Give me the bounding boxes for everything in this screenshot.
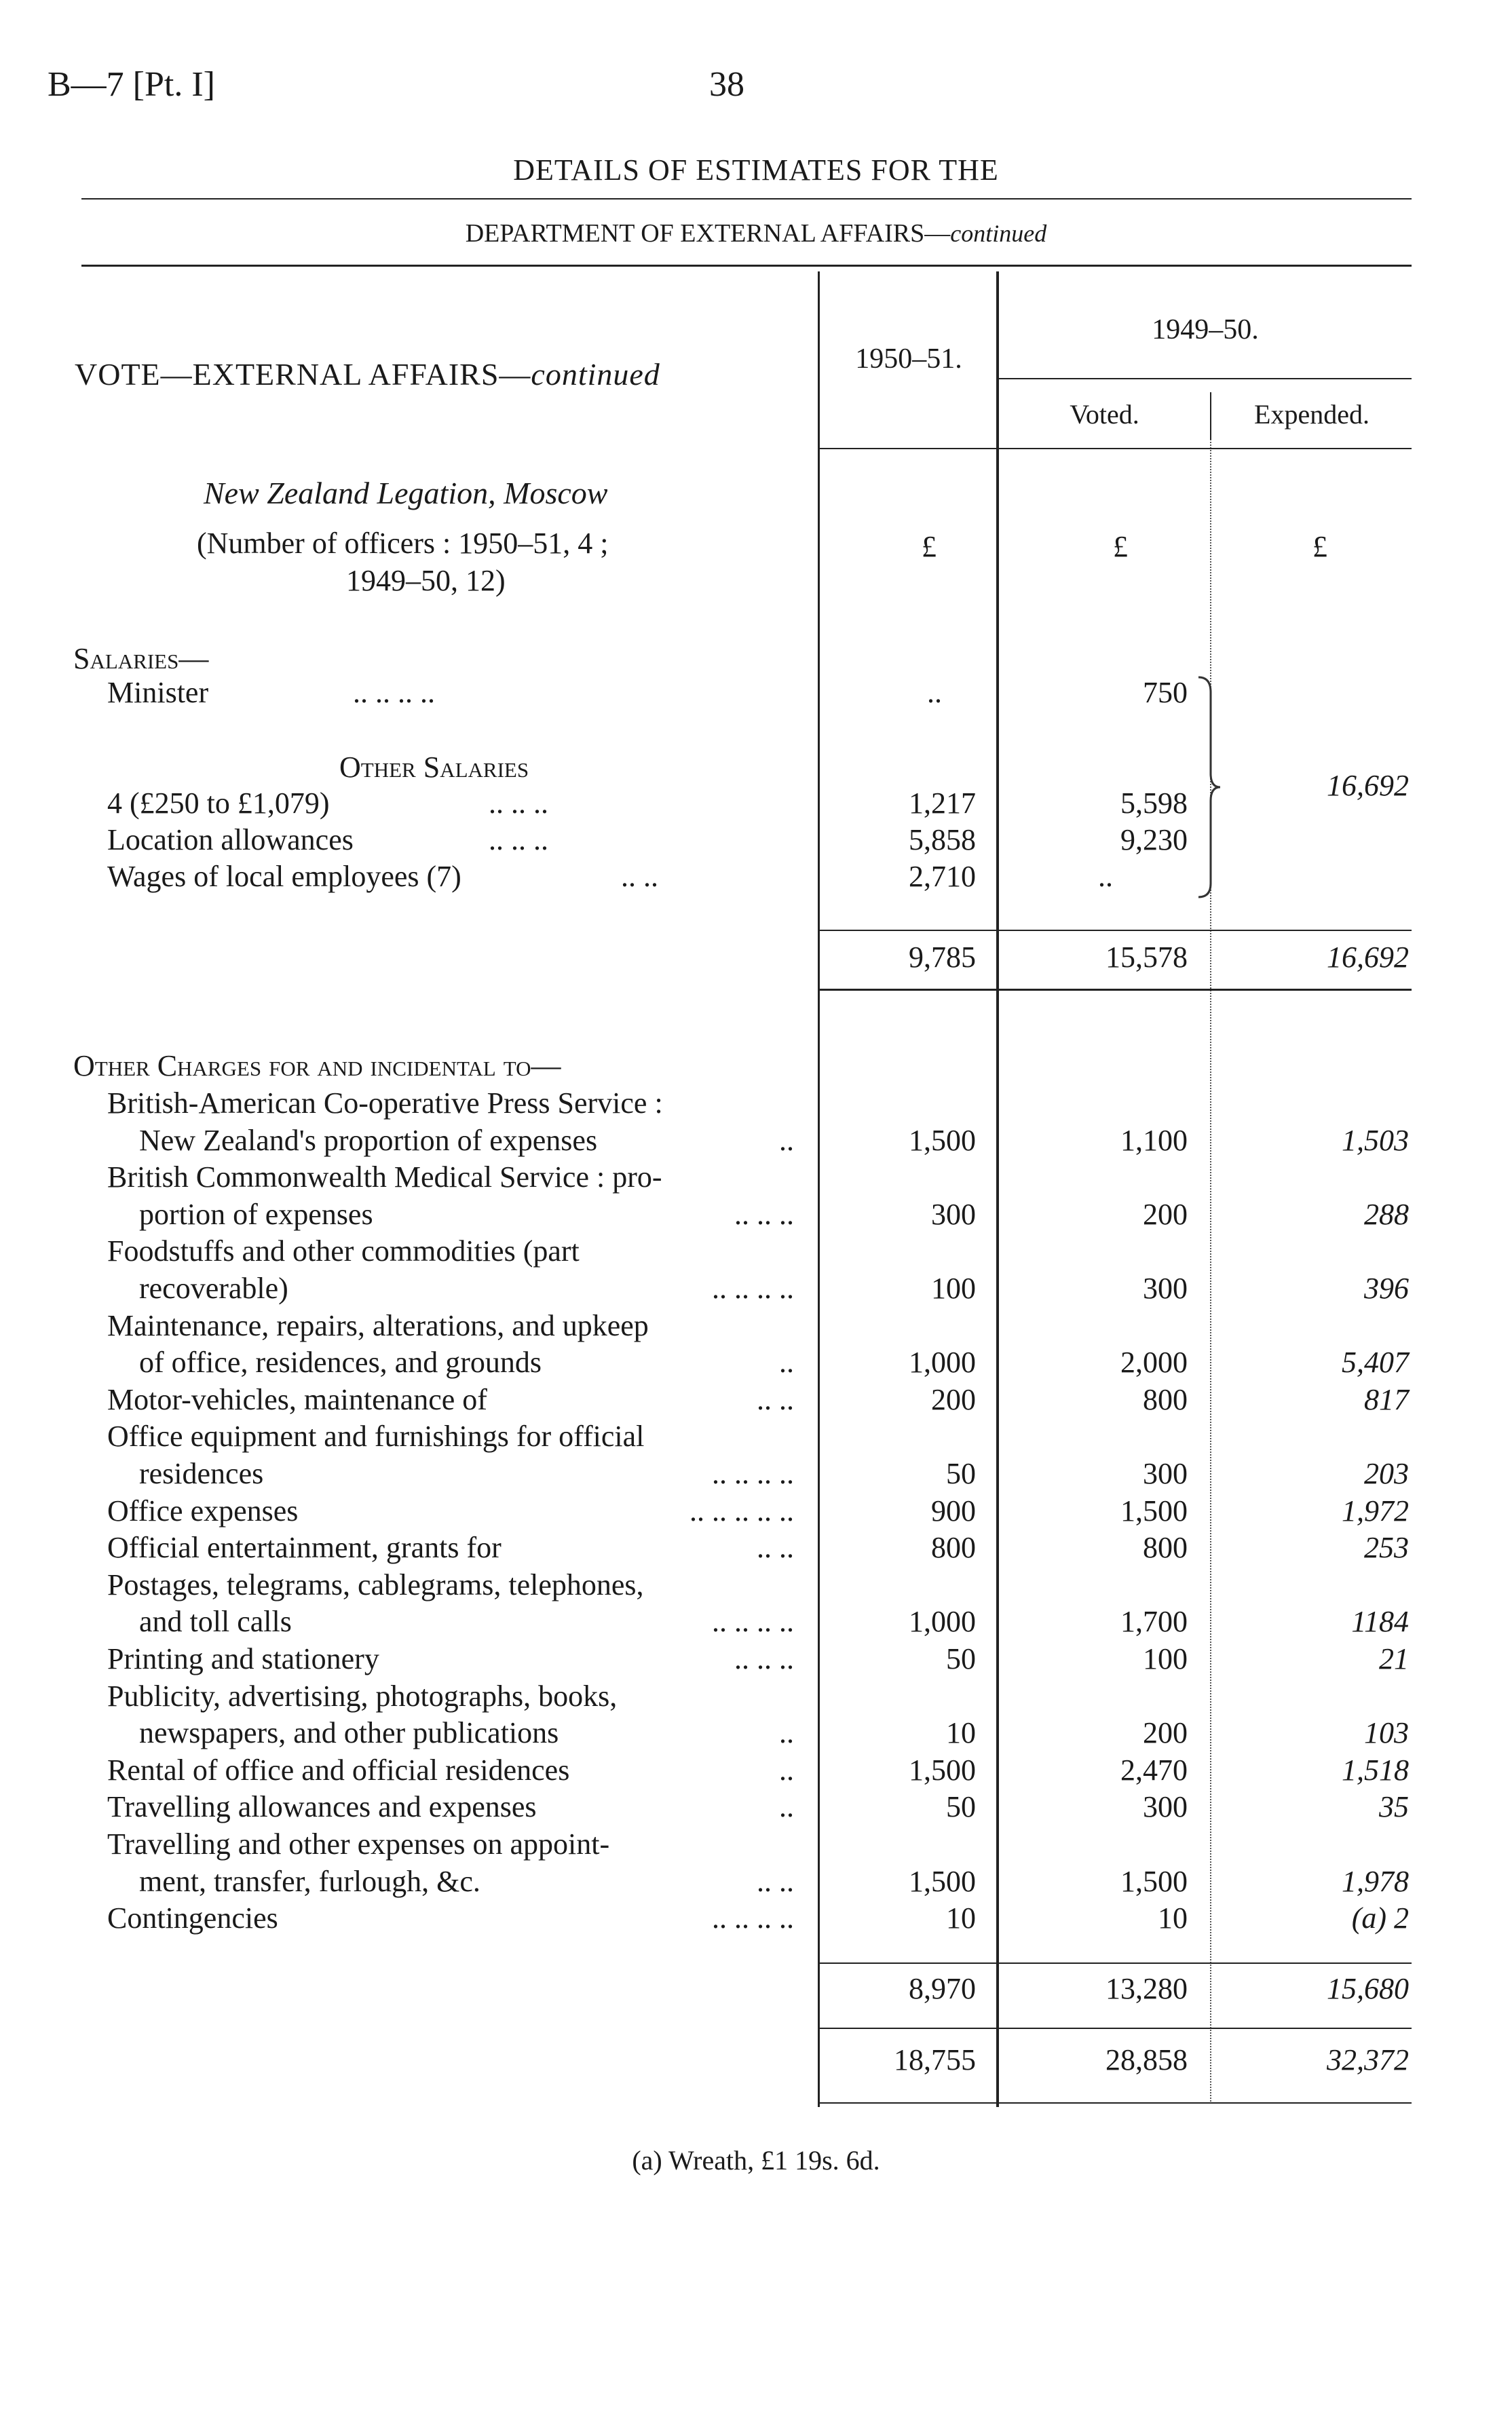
charge-label: residences bbox=[139, 1457, 264, 1490]
leader-dots: .. .. .. bbox=[489, 823, 548, 856]
column-heading-1949-50: 1949–50. bbox=[1152, 314, 1259, 345]
footnote: (a) Wreath, £1 19s. 6d. bbox=[632, 2145, 880, 2176]
total-voted: 13,280 bbox=[1105, 1972, 1188, 2005]
leader-dots: .. .. .. bbox=[489, 786, 548, 820]
grand-total-rule bbox=[819, 2102, 1412, 2104]
total-voted: 15,578 bbox=[1105, 941, 1188, 974]
value-voted: 5,598 bbox=[1120, 786, 1188, 820]
other-salaries-heading: Other Salaries bbox=[339, 751, 529, 784]
leader-dots: .. .. bbox=[747, 1530, 794, 1565]
value-current: 1,217 bbox=[909, 786, 976, 820]
value-current: 50 bbox=[946, 1642, 976, 1675]
value-current: 1,000 bbox=[909, 1346, 976, 1380]
charge-label: ment, transfer, furlough, &c. bbox=[139, 1864, 480, 1898]
leader-dots: .. .. bbox=[621, 860, 658, 893]
value-voted: 800 bbox=[1143, 1382, 1188, 1416]
salaries-total-rule-bottom bbox=[819, 989, 1412, 991]
value-current: 1,500 bbox=[909, 1864, 976, 1898]
charges-total-rule-top bbox=[819, 1962, 1412, 1964]
value-voted: 200 bbox=[1143, 1197, 1188, 1231]
total-current: 9,785 bbox=[909, 941, 976, 974]
value-expended: 1,518 bbox=[1342, 1753, 1409, 1787]
currency-symbol-voted: £ bbox=[1113, 530, 1128, 563]
year-header-rule bbox=[998, 378, 1412, 379]
value-voted: 1,500 bbox=[1120, 1864, 1188, 1898]
value-current: 1,500 bbox=[909, 1753, 976, 1787]
page-number: 38 bbox=[709, 65, 744, 104]
charge-label: British Commonwealth Medical Service : pro- bbox=[107, 1160, 662, 1194]
charge-label: Publicity, advertising, photographs, books, bbox=[107, 1679, 618, 1713]
charge-label: and toll calls bbox=[139, 1605, 292, 1639]
value-voted: 9,230 bbox=[1120, 823, 1188, 856]
charge-label: Travelling and other expenses on appoint- bbox=[107, 1827, 610, 1861]
value-expended: 817 bbox=[1364, 1382, 1409, 1416]
value-current: 50 bbox=[946, 1457, 976, 1490]
value-current: 300 bbox=[931, 1197, 976, 1231]
value-current: 1,500 bbox=[909, 1123, 976, 1157]
salaries-expended-bracket-value: 16,692 bbox=[1327, 769, 1409, 802]
total-expended: 16,692 bbox=[1327, 941, 1409, 974]
leader-dots: .. .. .. bbox=[725, 1197, 794, 1232]
charge-label: Printing and stationery bbox=[107, 1642, 379, 1675]
leader-dots: .. .. bbox=[747, 1864, 794, 1899]
officers-count-line-1: (Number of officers : 1950–51, 4 ; bbox=[197, 527, 609, 560]
value-current: 10 bbox=[946, 1716, 976, 1750]
grand-total-current: 18,755 bbox=[894, 2043, 976, 2076]
value-current: 800 bbox=[931, 1531, 976, 1565]
vote-heading: VOTE—EXTERNAL AFFAIRS—continued bbox=[75, 357, 660, 392]
total-current: 8,970 bbox=[909, 1972, 976, 2005]
value-current: 5,858 bbox=[909, 823, 976, 856]
leader-dots: .. .. bbox=[747, 1382, 794, 1417]
charge-label: British-American Co-operative Press Service : bbox=[107, 1086, 663, 1120]
value-expended: 396 bbox=[1364, 1272, 1409, 1305]
leader-dots: .. .. .. .. bbox=[353, 676, 435, 709]
value-current: 100 bbox=[931, 1272, 976, 1305]
leader-dots: .. bbox=[770, 1789, 794, 1824]
leader-dots: .. .. .. .. bbox=[702, 1604, 794, 1639]
leader-dots: .. bbox=[770, 1753, 794, 1787]
value-voted: .. bbox=[1098, 860, 1113, 893]
leader-dots: .. .. .. .. bbox=[702, 1271, 794, 1306]
salary-label: Minister bbox=[107, 676, 209, 709]
leader-dots: .. bbox=[770, 1715, 794, 1750]
value-current: 1,000 bbox=[909, 1605, 976, 1639]
charge-label: Contingencies bbox=[107, 1901, 278, 1935]
charge-label: Official entertainment, grants for bbox=[107, 1531, 502, 1565]
value-voted: 300 bbox=[1143, 1272, 1188, 1305]
currency-symbol-current: £ bbox=[922, 530, 937, 563]
subtitle-rule bbox=[81, 265, 1412, 267]
salary-label: 4 (£250 to £1,079) bbox=[107, 786, 330, 820]
document-reference: B—7 [Pt. I] bbox=[48, 65, 215, 104]
value-current: 2,710 bbox=[909, 860, 976, 893]
grand-total-voted: 28,858 bbox=[1105, 2043, 1188, 2076]
value-voted: 800 bbox=[1143, 1531, 1188, 1565]
column-heading-expended: Expended. bbox=[1254, 399, 1369, 430]
charge-label: Office expenses bbox=[107, 1494, 299, 1528]
charge-label: recoverable) bbox=[139, 1272, 288, 1305]
salaries-heading: Salaries— bbox=[73, 642, 209, 675]
value-voted: 100 bbox=[1143, 1642, 1188, 1675]
leader-dots: .. .. .. bbox=[725, 1642, 794, 1676]
value-voted: 1,700 bbox=[1120, 1605, 1188, 1639]
value-voted: 300 bbox=[1143, 1790, 1188, 1824]
other-charges-heading: Other Charges for and incidental to— bbox=[73, 1049, 561, 1082]
value-expended: 5,407 bbox=[1342, 1346, 1409, 1380]
charge-label: Motor-vehicles, maintenance of bbox=[107, 1382, 487, 1416]
value-voted: 2,470 bbox=[1120, 1753, 1188, 1787]
value-expended: 253 bbox=[1364, 1531, 1409, 1565]
page-title: DETAILS OF ESTIMATES FOR THE bbox=[513, 153, 999, 187]
charge-label: of office, residences, and grounds bbox=[139, 1346, 542, 1380]
column-heading-voted: Voted. bbox=[1070, 399, 1139, 430]
value-expended: 103 bbox=[1364, 1716, 1409, 1750]
value-expended: 1,978 bbox=[1342, 1864, 1409, 1898]
value-expended: 21 bbox=[1379, 1642, 1409, 1675]
charge-label: Rental of office and official residences bbox=[107, 1753, 570, 1787]
leader-dots: .. .. .. .. bbox=[702, 1456, 794, 1491]
value-voted: 300 bbox=[1143, 1457, 1188, 1490]
currency-symbol-expended: £ bbox=[1312, 530, 1327, 563]
value-voted: 10 bbox=[1158, 1901, 1188, 1935]
charge-label: New Zealand's proportion of expenses bbox=[139, 1123, 598, 1157]
column-header-rule bbox=[819, 448, 1412, 449]
value-current: 200 bbox=[931, 1382, 976, 1416]
charge-label: Foodstuffs and other commodities (part bbox=[107, 1234, 580, 1268]
value-voted: 200 bbox=[1143, 1716, 1188, 1750]
charge-label: Maintenance, repairs, alterations, and upkeep bbox=[107, 1308, 649, 1342]
value-expended: 1184 bbox=[1351, 1605, 1409, 1639]
value-voted: 1,500 bbox=[1120, 1494, 1188, 1528]
column-divider-3-head bbox=[1210, 392, 1211, 440]
title-rule bbox=[81, 198, 1412, 200]
charge-label: Travelling allowances and expenses bbox=[107, 1790, 537, 1824]
value-expended: 1,503 bbox=[1342, 1123, 1409, 1157]
value-voted: 2,000 bbox=[1120, 1346, 1188, 1380]
leader-dots: .. bbox=[770, 1345, 794, 1380]
value-current: 50 bbox=[946, 1790, 976, 1824]
charges-total-rule-bottom bbox=[819, 2028, 1412, 2029]
value-current: 900 bbox=[931, 1494, 976, 1528]
value-current: .. bbox=[927, 676, 942, 709]
value-expended: 1,972 bbox=[1342, 1494, 1409, 1528]
leader-dots: .. .. .. .. .. bbox=[680, 1494, 794, 1528]
value-expended: 35 bbox=[1379, 1790, 1409, 1824]
column-heading-1950-51: 1950–51. bbox=[855, 343, 962, 375]
value-expended: (a) 2 bbox=[1351, 1901, 1409, 1935]
salaries-total-rule-top bbox=[819, 930, 1412, 931]
salary-label: Location allowances bbox=[107, 823, 354, 856]
value-voted: 1,100 bbox=[1120, 1123, 1188, 1157]
column-divider-3 bbox=[1210, 394, 1211, 2104]
value-voted: 750 bbox=[1143, 676, 1188, 709]
officers-count-line-2: 1949–50, 12) bbox=[346, 564, 506, 597]
charge-label: newspapers, and other publications bbox=[139, 1716, 559, 1750]
salary-label: Wages of local employees (7) bbox=[107, 860, 461, 893]
leader-dots: .. bbox=[770, 1123, 794, 1158]
value-expended: 288 bbox=[1364, 1197, 1409, 1231]
column-divider-1 bbox=[818, 271, 820, 2107]
page-subtitle: DEPARTMENT OF EXTERNAL AFFAIRS—continued bbox=[465, 219, 1047, 248]
leader-dots: .. .. .. .. bbox=[702, 1901, 794, 1935]
total-expended: 15,680 bbox=[1327, 1972, 1409, 2005]
charge-label: portion of expenses bbox=[139, 1197, 373, 1231]
value-expended: 203 bbox=[1364, 1457, 1409, 1490]
value-current: 10 bbox=[946, 1901, 976, 1935]
grand-total-expended: 32,372 bbox=[1327, 2043, 1409, 2076]
legation-name: New Zealand Legation, Moscow bbox=[204, 476, 608, 510]
charge-label: Postages, telegrams, cablegrams, telephones, bbox=[107, 1568, 644, 1601]
charge-label: Office equipment and furnishings for official bbox=[107, 1420, 645, 1454]
